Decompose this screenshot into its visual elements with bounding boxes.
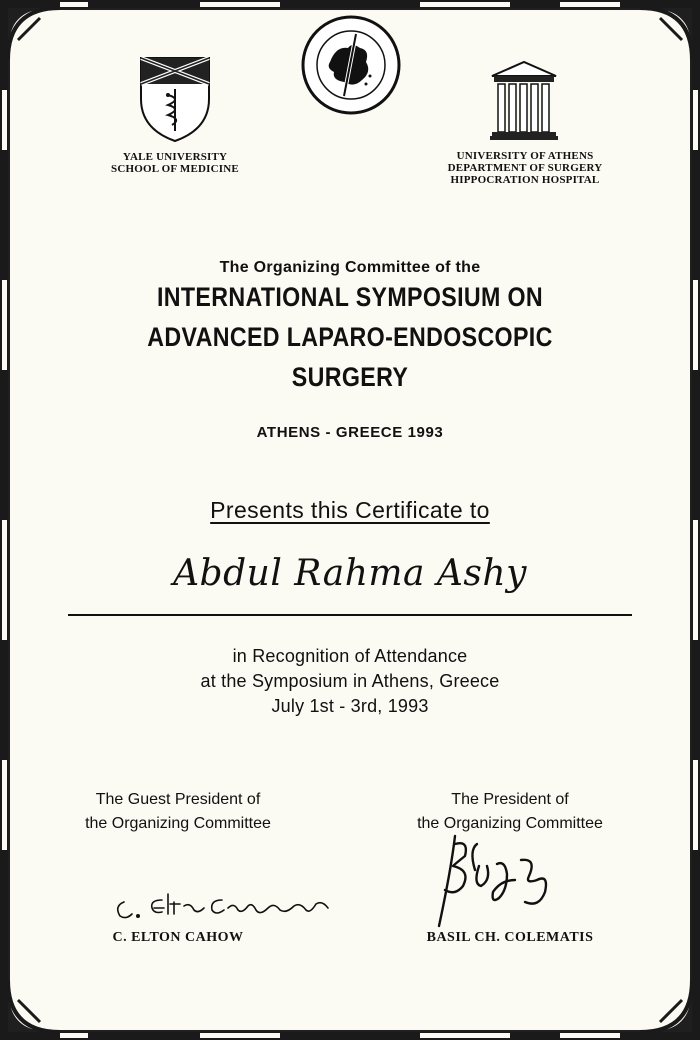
left-signatory-role bbox=[48, 788, 308, 836]
athens-caption-line1: UNIVERSITY OF ATHENS bbox=[456, 150, 594, 162]
left-signature bbox=[110, 888, 340, 928]
left-role-line1: The Guest President of bbox=[95, 791, 261, 808]
society-seal-icon bbox=[300, 14, 402, 116]
right-signature bbox=[425, 830, 565, 930]
recognition-line-3: July 1st - 3rd, 1993 bbox=[271, 696, 429, 716]
right-role-line1: The President of bbox=[451, 791, 569, 808]
title-line-1: INTERNATIONAL SYMPOSIUM ON bbox=[156, 282, 544, 312]
right-signatory-role bbox=[380, 788, 640, 836]
yale-caption bbox=[95, 151, 255, 175]
right-role-line2: the Organizing Committee bbox=[417, 815, 603, 832]
athens-caption-line2: DEPARTMENT OF SURGERY bbox=[447, 162, 603, 174]
recognition-line-1: in Recognition of Attendance bbox=[232, 646, 468, 666]
recipient-name: Abdul Rahma Ashy bbox=[173, 553, 527, 594]
athens-caption bbox=[430, 150, 620, 186]
yale-shield-icon bbox=[138, 55, 212, 143]
committee-line: The Organizing Committee of the bbox=[219, 259, 481, 276]
left-role-line2: the Organizing Committee bbox=[85, 815, 271, 832]
temple-icon bbox=[490, 60, 558, 142]
yale-caption-line1: YALE UNIVERSITY bbox=[122, 151, 228, 163]
presents-line bbox=[0, 497, 700, 524]
left-signatory-name: C. ELTON CAHOW bbox=[112, 930, 244, 945]
athens-caption-line3: HIPPOCRATION HOSPITAL bbox=[450, 174, 600, 186]
title-line-2: ADVANCED LAPARO-ENDOSCOPIC bbox=[147, 322, 553, 352]
title-line-3: SURGERY bbox=[291, 362, 409, 392]
recognition-line-2: at the Symposium in Athens, Greece bbox=[200, 671, 500, 691]
yale-caption-line2: SCHOOL OF MEDICINE bbox=[111, 163, 239, 175]
location-line: ATHENS - GREECE 1993 bbox=[256, 424, 444, 441]
recipient-underline bbox=[68, 614, 632, 616]
right-signatory-name: BASIL CH. COLEMATIS bbox=[426, 930, 594, 945]
presents-text: Presents this Certificate to bbox=[210, 497, 490, 523]
